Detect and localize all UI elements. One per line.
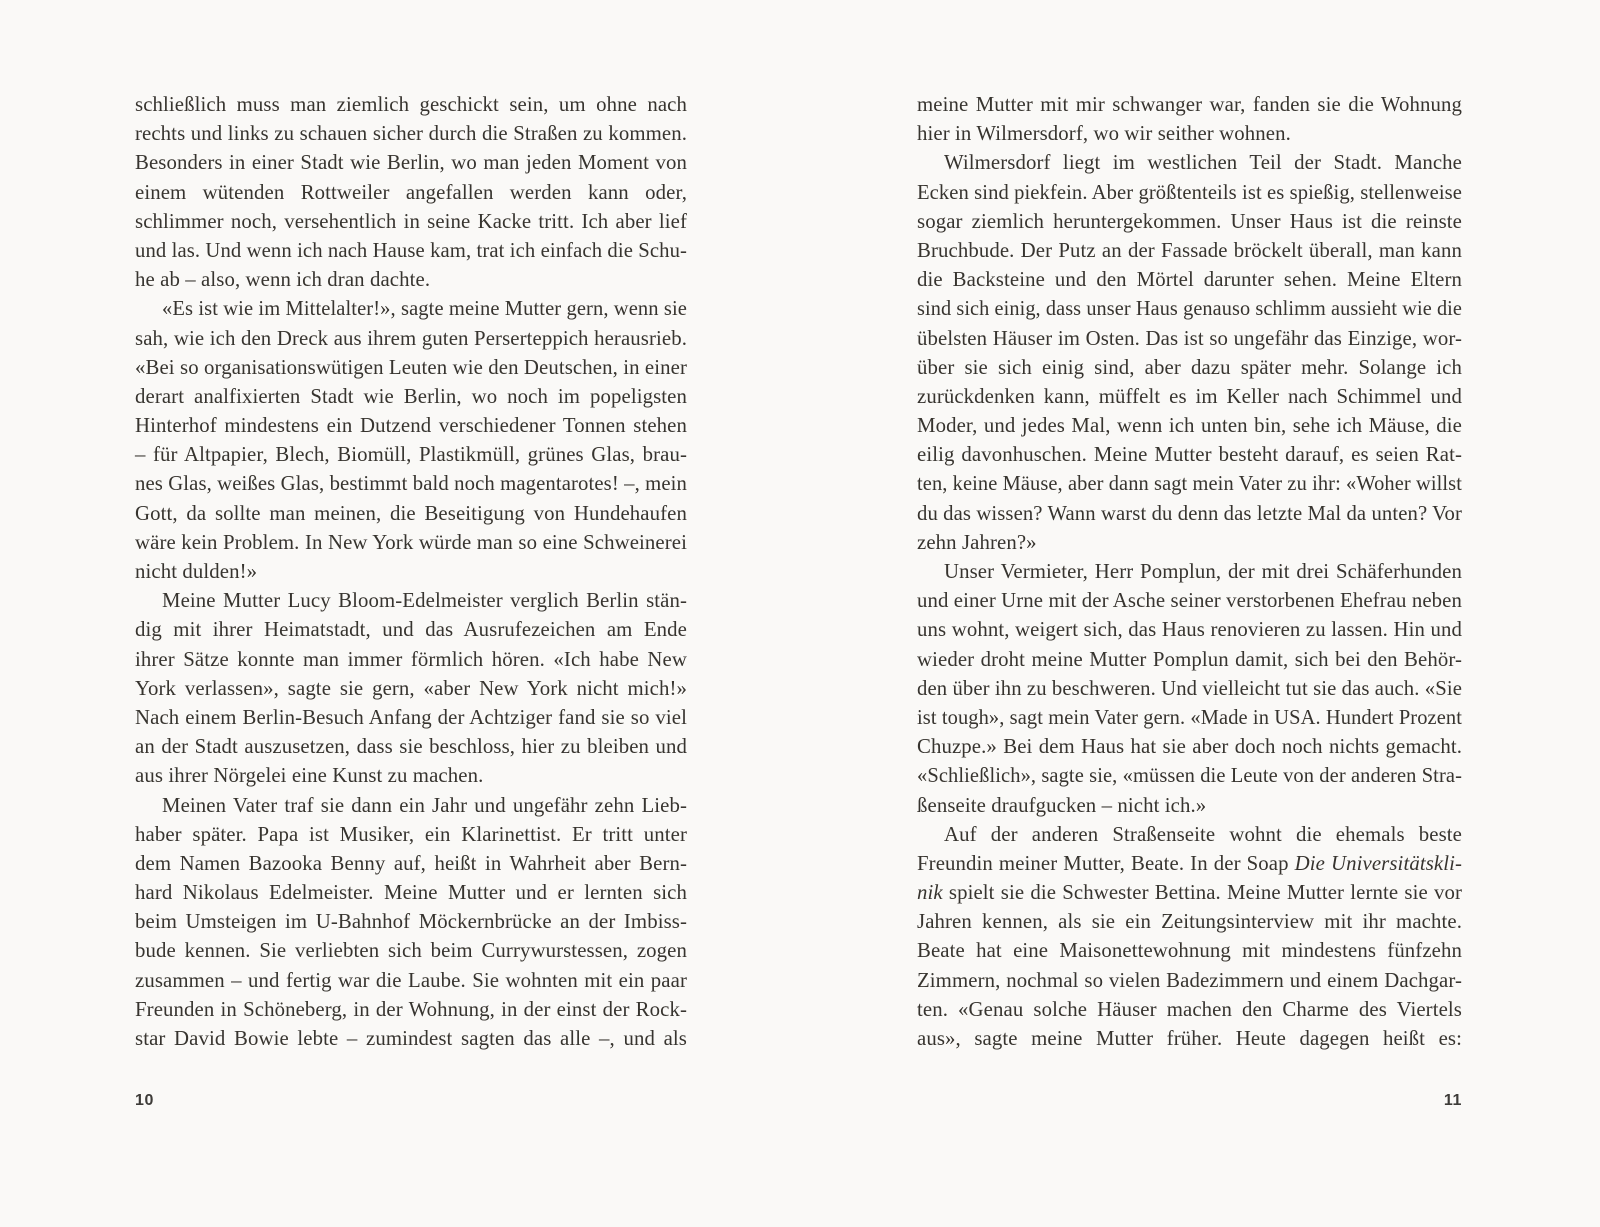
text-line: nik spielt sie die Schwester Bettina. Meine Mutter lernte sie vor xyxy=(917,881,1462,905)
text-line: – für Altpapier, Blech, Biomüll, Plastikmüll, grünes Glas, brau- xyxy=(135,443,687,467)
text-line: hard Nikolaus Edelmeister. Meine Mutter und er lernten sich xyxy=(135,881,687,905)
text-line: aus», sagte meine Mutter früher. Heute dagegen heißt es: xyxy=(917,1027,1462,1050)
text-line: sah, wie ich den Dreck aus ihrem guten Perserteppich herausrieb. xyxy=(135,326,687,350)
text-line: Beate hat eine Maisonettewohnung mit mindestens fünfzehn xyxy=(917,939,1462,963)
text-line: und einer Urne mit der Asche seiner verstorbenen Ehefrau neben xyxy=(917,589,1462,613)
text-line: York verlassen», sagte sie gern, «aber New York nicht mich!» xyxy=(135,676,687,700)
text-line: wieder droht meine Mutter Pomplun damit, sich bei den Behör- xyxy=(917,647,1462,671)
text-line: ßenseite draufgucken – nicht ich.» xyxy=(917,793,1207,817)
text-line: bude kennen. Sie verliebten sich beim Currywurstessen, zogen xyxy=(135,939,687,963)
text-line: Wilmersdorf liegt im westlichen Teil der Stadt. Manche xyxy=(944,151,1462,175)
text-line: hier in Wilmersdorf, wo wir seither wohnen. xyxy=(917,122,1291,146)
text-line: Meine Mutter Lucy Bloom-Edelmeister verglich Berlin stän- xyxy=(162,589,687,613)
text-line: sind sich einig, dass unser Haus genauso schlimm aussieht wie die xyxy=(917,297,1462,321)
text-line: Nach einem Berlin-Besuch Anfang der Achtziger fand sie so viel xyxy=(135,705,687,729)
text-line: meine Mutter mit mir schwanger war, fanden sie die Wohnung xyxy=(917,93,1462,116)
text-line: Besonders in einer Stadt wie Berlin, wo man jeden Moment von xyxy=(135,151,687,175)
text-line: Moder, und jedes Mal, wenn ich unten bin, sehe ich Mäuse, die xyxy=(917,414,1462,438)
page-number-right: 11 xyxy=(1443,1092,1462,1109)
text-line: derart analfixierten Stadt wie Berlin, wo noch im popeligsten xyxy=(135,384,687,408)
text-line: sogar ziemlich heruntergekommen. Unser Haus ist die reinste xyxy=(917,209,1462,233)
text-line: die Backsteine und den Mörtel darunter sehen. Meine Eltern xyxy=(917,268,1462,292)
text-line: Gott, da sollte man meinen, die Beseitigung von Hundehaufen xyxy=(135,501,687,525)
text-line: ten. «Genau solche Häuser machen den Charme des Viertels xyxy=(917,997,1462,1021)
text-line: Unser Vermieter, Herr Pomplun, der mit drei Schäferhunden xyxy=(944,560,1462,583)
right-page-text-block xyxy=(917,90,1462,1053)
text-line: Zimmern, nochmal so vielen Badezimmern und einem Dachgar- xyxy=(917,968,1462,992)
text-line: Jahren kennen, als sie ein Zeitungsinterview mit ihr machte. xyxy=(917,910,1462,934)
text-line: du das wissen? Wann warst du denn das letzte Mal da unten? Vor xyxy=(917,501,1462,525)
text-line: «Es ist wie im Mittelalter!», sagte meine Mutter gern, wenn sie xyxy=(162,297,687,321)
text-line: dig mit ihrer Heimatstadt, und das Ausrufezeichen am Ende xyxy=(135,618,687,642)
text-line: wäre kein Problem. In New York würde man so eine Schweinerei xyxy=(135,530,687,554)
text-line: und las. Und wenn ich nach Hause kam, trat ich einfach die Schu- xyxy=(135,238,687,262)
text-line: he ab – also, wenn ich dran dachte. xyxy=(135,268,431,292)
text-line: zehn Jahren?» xyxy=(917,530,1037,554)
text-line: rechts und links zu schauen sicher durch die Straßen zu kommen. xyxy=(135,122,687,146)
text-line: Hinterhof mindestens ein Dutzend verschiedener Tonnen stehen xyxy=(135,414,687,438)
text-line: Freundin meiner Mutter, Beate. In der Soap Die Universitätskli- xyxy=(917,851,1462,875)
left-page-text-block xyxy=(135,90,687,1053)
text-line: nicht dulden!» xyxy=(135,560,258,583)
text-line: ten, keine Mäuse, aber dann sagt mein Vater zu ihr: «Woher willst xyxy=(917,472,1462,496)
text-line: aus ihrer Nörgelei eine Kunst zu machen. xyxy=(135,764,484,788)
text-line: beim Umsteigen im U-Bahnhof Möckernbrücke an der Imbiss- xyxy=(135,910,687,934)
text-line: übelsten Häuser im Osten. Das ist so ungefähr das Einzige, wor- xyxy=(917,326,1462,350)
text-line: uns wohnt, weigert sich, das Haus renovieren zu lassen. Hin und xyxy=(917,618,1462,642)
text-line: haber später. Papa ist Musiker, ein Klarinettist. Er tritt unter xyxy=(135,822,687,846)
text-line: schließlich muss man ziemlich geschickt sein, um ohne nach xyxy=(135,93,687,116)
text-line: zusammen – und fertig war die Laube. Sie wohnten mit ein paar xyxy=(135,968,687,992)
text-line: Auf der anderen Straßenseite wohnt die ehemals beste xyxy=(944,822,1462,846)
text-line: an der Stadt auszusetzen, dass sie beschloss, hier zu bleiben und xyxy=(135,735,687,759)
page-number-left: 10 xyxy=(135,1092,154,1109)
text-line: Chuzpe.» Bei dem Haus hat sie aber doch noch nichts gemacht. xyxy=(917,735,1462,759)
text-line: Bruchbude. Der Putz an der Fassade bröckelt überall, man kann xyxy=(917,238,1462,262)
text-line: «Bei so organisationswütigen Leuten wie den Deutschen, in einer xyxy=(135,355,687,379)
text-line: star David Bowie lebte – zumindest sagten das alle –, und als xyxy=(135,1027,687,1050)
text-line: nes Glas, weißes Glas, bestimmt bald noch magentarotes! –, mein xyxy=(135,472,687,496)
text-line: über sie sich einig sind, aber dazu später mehr. Solange ich xyxy=(917,355,1462,379)
text-line: «Schließlich», sagte sie, «müssen die Leute von der anderen Stra- xyxy=(917,764,1462,788)
text-line: den über ihn zu beschweren. Und vielleicht tut sie das auch. «Sie xyxy=(917,676,1462,700)
text-line: einem wütenden Rottweiler angefallen werden kann oder, xyxy=(135,180,687,204)
text-line: Freunden in Schöneberg, in der Wohnung, in der einst der Rock- xyxy=(135,997,687,1021)
text-line: zurückdenken kann, müffelt es im Keller nach Schimmel und xyxy=(917,384,1462,408)
text-line: eilig davonhuschen. Meine Mutter besteht darauf, es seien Rat- xyxy=(917,443,1462,467)
text-line: ist tough», sagt mein Vater gern. «Made in USA. Hundert Prozent xyxy=(917,705,1462,729)
text-line: schlimmer noch, versehentlich in seine Kacke tritt. Ich aber lief xyxy=(135,209,687,233)
text-line: Ecken sind piekfein. Aber größtenteils ist es spießig, stellenweise xyxy=(917,180,1462,204)
text-line: Meinen Vater traf sie dann ein Jahr und ungefähr zehn Lieb- xyxy=(162,793,687,817)
text-line: ihrer Sätze konnte man immer förmlich hören. «Ich habe New xyxy=(135,647,687,671)
text-line: dem Namen Bazooka Benny auf, heißt in Wahrheit aber Bern- xyxy=(135,851,687,875)
